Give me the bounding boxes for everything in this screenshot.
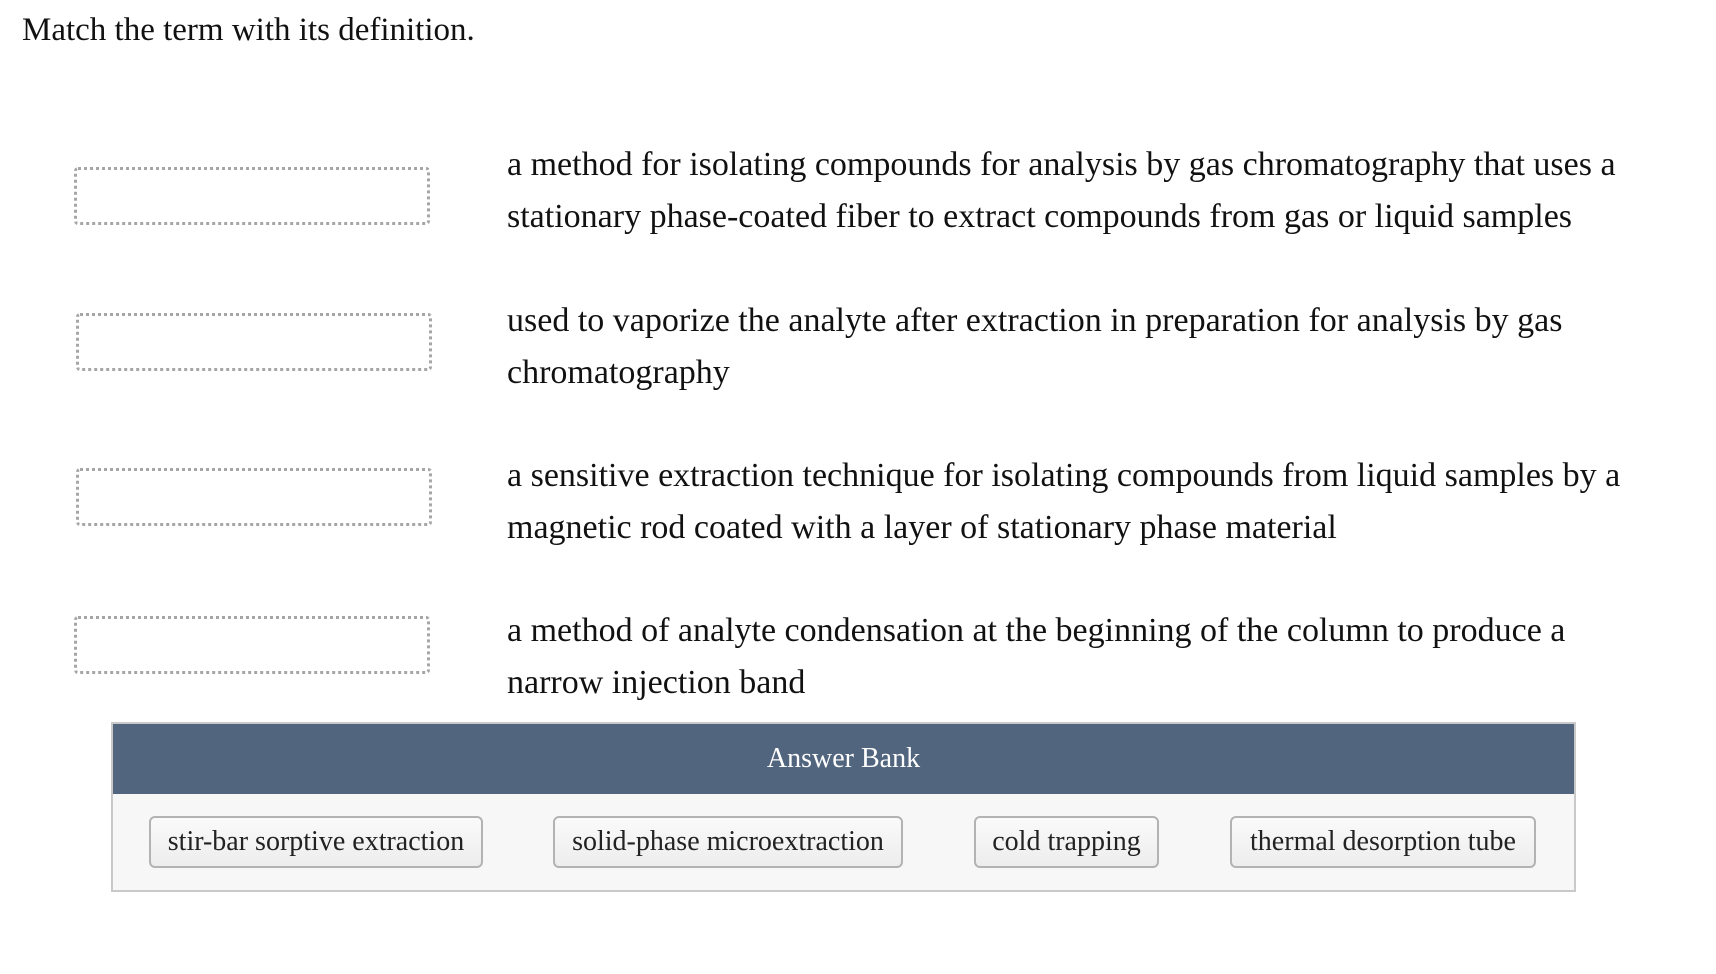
definition-1: a method for isolating compounds for analysis by gas chromatography that uses a stationary phase-coated fiber to extract compounds from gas or liquid samples <box>507 146 1616 235</box>
answer-chip-stir-bar-sorptive-extraction[interactable]: stir-bar sorptive extraction <box>149 816 483 868</box>
definition-3: a sensitive extraction technique for isolating compounds from liquid samples by a magnetic rod coated with a layer of stationary phase material <box>507 457 1621 546</box>
definition-2: used to vaporize the analyte after extraction in preparation for analysis by gas chromatography <box>507 302 1563 391</box>
answer-chip-thermal-desorption-tube[interactable]: thermal desorption tube <box>1230 816 1536 868</box>
definition-4: a method of analyte condensation at the beginning of the column to produce a narrow injection band <box>507 612 1566 701</box>
drop-target-4[interactable] <box>74 616 430 674</box>
answer-bank <box>111 722 1576 892</box>
drop-target-2[interactable] <box>76 313 432 371</box>
answer-bank-header: Answer Bank <box>113 724 1574 794</box>
drop-target-1[interactable] <box>74 167 430 225</box>
drop-target-3[interactable] <box>76 468 432 526</box>
question-prompt: Match the term with its definition. <box>22 12 475 48</box>
answer-chip-cold-trapping[interactable]: cold trapping <box>974 816 1159 868</box>
answer-bank-items <box>113 794 1574 890</box>
answer-chip-solid-phase-microextraction[interactable]: solid-phase microextraction <box>553 816 903 868</box>
